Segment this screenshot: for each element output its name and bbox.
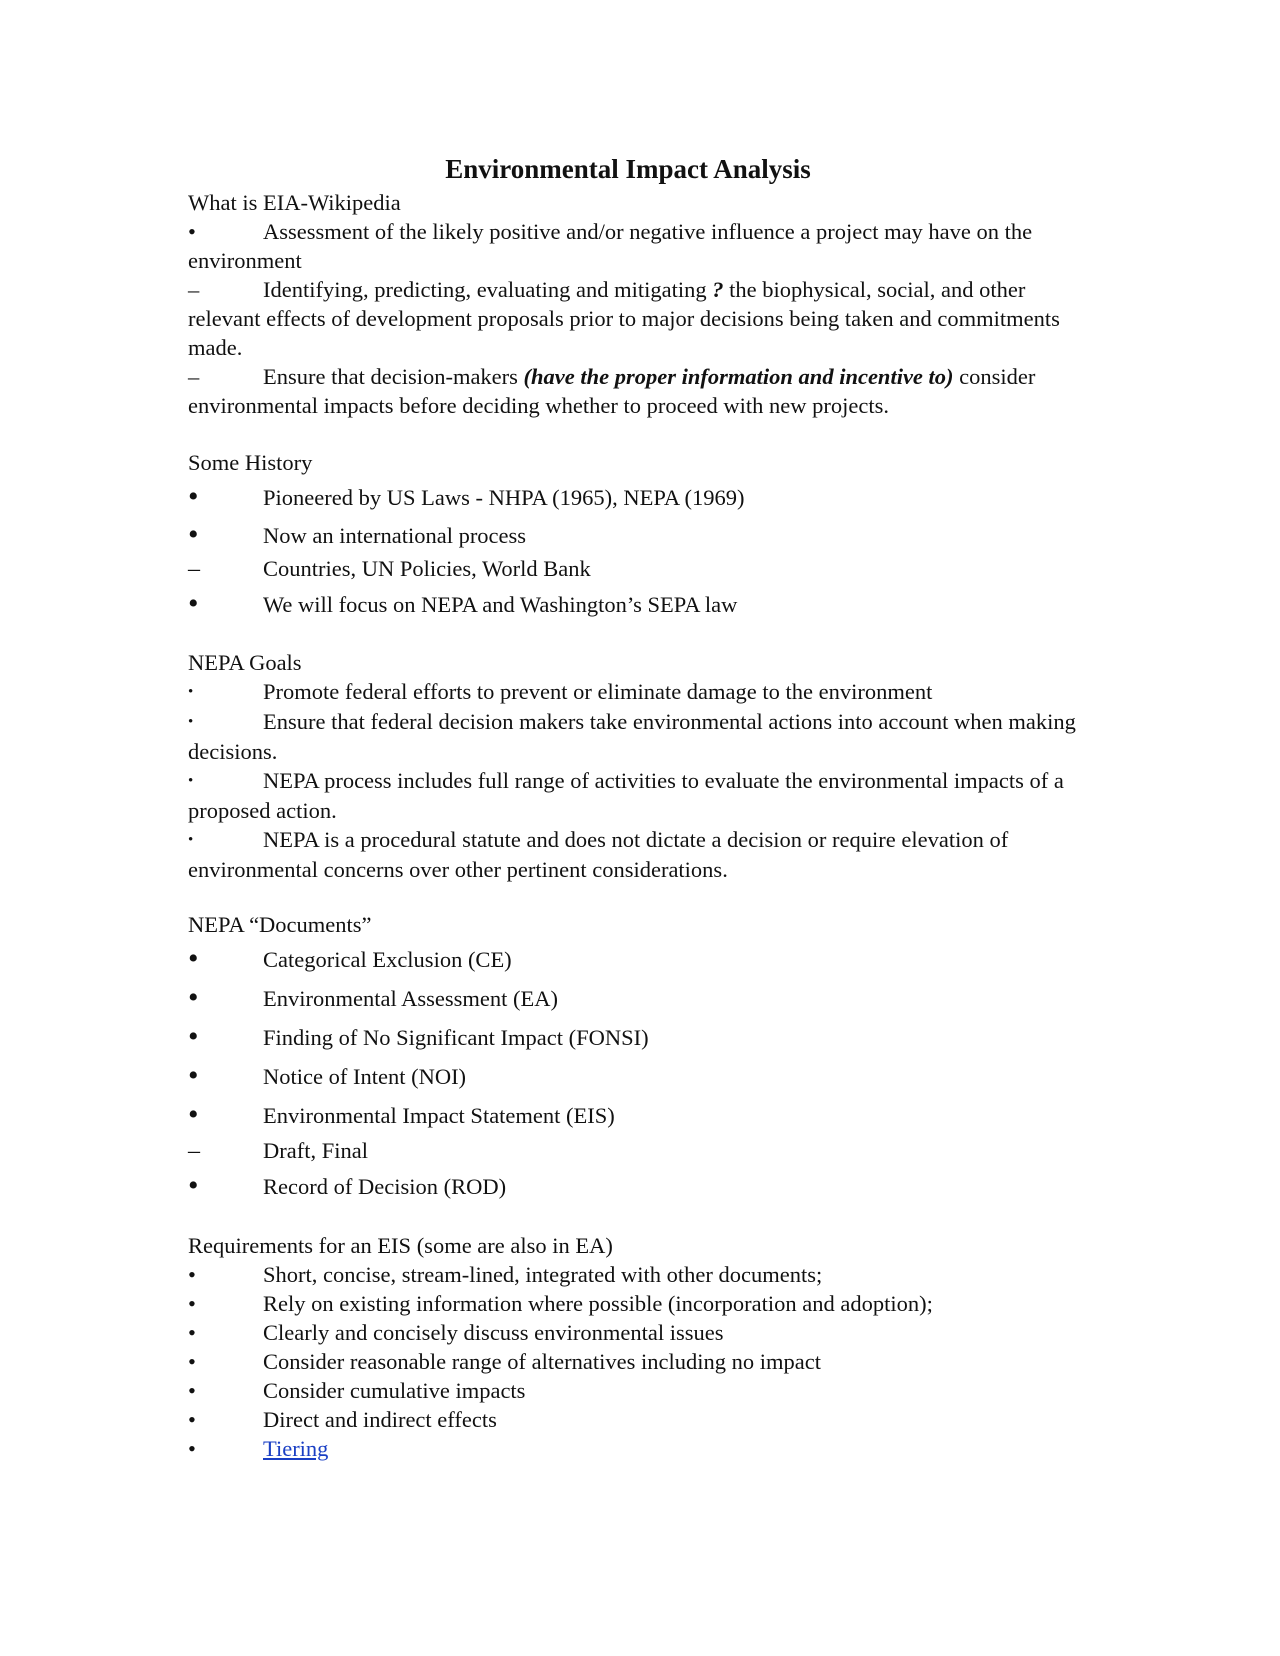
list-item: [188, 478, 1088, 517]
item-text: Ensure that federal decision makers take environmental actions into account when making decisions.: [188, 709, 1076, 764]
list-item: [188, 1405, 1088, 1434]
list-item: [188, 979, 1088, 1018]
list-item: [188, 517, 1088, 553]
bullet-marker: •: [188, 1407, 196, 1432]
item-text: Categorical Exclusion (CE): [263, 947, 512, 972]
bullet-marker: •: [188, 587, 199, 620]
item-text: Environmental Assessment (EA): [263, 986, 558, 1011]
list-item: [188, 940, 1088, 979]
bullet-marker: •: [188, 684, 194, 700]
item-text: Draft, Final: [263, 1138, 368, 1163]
item-text: the biophysical, social, and other relevant effects of development proposals prior to major decisions being taken and commitments made.: [188, 277, 1060, 360]
bullet-marker: •: [188, 1291, 196, 1316]
list-item: [188, 1260, 1088, 1289]
item-text: Direct and indirect effects: [263, 1407, 497, 1432]
bullet-marker: •: [188, 480, 199, 513]
dash-marker: –: [188, 277, 200, 302]
list-item: [188, 1347, 1088, 1376]
emphasis-text: (have the proper information and incentive to): [523, 364, 954, 389]
item-text: Countries, UN Policies, World Bank: [263, 556, 591, 581]
dash-marker: –: [188, 364, 200, 389]
list-item: [188, 1135, 1088, 1167]
item-text: Assessment of the likely positive and/or negative influence a project may have on the environment: [188, 219, 1033, 273]
item-text: Pioneered by US Laws - NHPA (1965), NEPA (1969): [263, 485, 745, 510]
item-text: Environmental Impact Statement (EIS): [263, 1103, 615, 1128]
emphasis-text: ?: [712, 277, 724, 302]
item-text: Consider cumulative impacts: [263, 1378, 526, 1403]
list-item: [188, 677, 1088, 707]
section-heading-history: Some History: [188, 450, 313, 475]
list-item: [188, 1376, 1088, 1405]
bullet-marker: •: [188, 942, 199, 975]
list-item: [188, 1289, 1088, 1318]
list-item: [188, 825, 1088, 884]
list-item: [188, 766, 1088, 825]
dash-marker: –: [188, 556, 200, 582]
item-text: Ensure that decision-makers: [263, 364, 524, 389]
bullet-marker: •: [188, 1262, 196, 1287]
item-text: We will focus on NEPA and Washington’s SEPA law: [263, 592, 738, 617]
section-history: [188, 448, 1088, 624]
bullet-marker: •: [188, 773, 194, 789]
section-heading-goals: NEPA Goals: [188, 650, 302, 675]
section-heading-eia: What is EIA-Wikipedia: [188, 190, 401, 215]
bullet-marker: •: [188, 1059, 199, 1092]
bullet-marker: •: [188, 832, 194, 848]
list-item: [188, 1096, 1088, 1135]
list-item: [188, 585, 1088, 624]
item-text: NEPA is a procedural statute and does not dictate a decision or require elevation of environmental concerns over other pertinent considerations.: [188, 827, 1009, 882]
bullet-marker: •: [188, 219, 196, 244]
list-item: [188, 1057, 1088, 1096]
bullet-marker: •: [188, 1169, 199, 1202]
item-text: Rely on existing information where possible (incorporation and adoption);: [263, 1291, 933, 1316]
item-text: Notice of Intent (NOI): [263, 1064, 467, 1089]
bullet-marker: •: [188, 981, 199, 1014]
item-text: Clearly and concisely discuss environmental issues: [263, 1320, 724, 1345]
item-text: Now an international process: [263, 523, 527, 548]
list-item: [188, 707, 1088, 766]
bullet-marker: •: [188, 1020, 199, 1053]
list-item: [188, 362, 1088, 420]
bullet-marker: •: [188, 518, 199, 551]
list-item: [188, 1018, 1088, 1057]
list-item: [188, 275, 1088, 362]
item-text: consider environmental impacts before deciding whether to proceed with new projects.: [188, 364, 1036, 418]
bullet-marker: •: [188, 1436, 196, 1461]
section-goals: [188, 648, 1088, 884]
item-text: Short, concise, stream-lined, integrated with other documents;: [263, 1262, 823, 1287]
bullet-marker: •: [188, 1378, 196, 1403]
tiering-link[interactable]: Tiering: [263, 1436, 329, 1461]
section-heading-requirements: Requirements for an EIS (some are also in EA): [188, 1233, 613, 1258]
item-text: Consider reasonable range of alternatives including no impact: [263, 1349, 821, 1374]
dash-marker: –: [188, 1138, 200, 1164]
list-item: [188, 1434, 1088, 1463]
section-eia: [188, 188, 1088, 420]
section-heading-documents: NEPA “Documents”: [188, 912, 372, 937]
document-page: [188, 150, 1088, 1463]
bullet-marker: •: [188, 1098, 199, 1131]
list-item: [188, 1318, 1088, 1347]
section-documents: [188, 910, 1088, 1206]
document-title: Environmental Impact Analysis: [445, 154, 811, 184]
item-text: Finding of No Significant Impact (FONSI): [263, 1025, 649, 1050]
bullet-marker: •: [188, 714, 194, 730]
item-text: NEPA process includes full range of activities to evaluate the environmental impacts of a proposed action.: [188, 768, 1064, 823]
section-requirements: [188, 1231, 1088, 1463]
list-item: [188, 217, 1088, 275]
bullet-marker: •: [188, 1320, 196, 1345]
list-item: [188, 553, 1088, 585]
item-text: Identifying, predicting, evaluating and mitigating: [263, 277, 713, 302]
item-text: Promote federal efforts to prevent or eliminate damage to the environment: [263, 679, 933, 704]
list-item: [188, 1167, 1088, 1206]
bullet-marker: •: [188, 1349, 196, 1374]
item-text: Record of Decision (ROD): [263, 1174, 507, 1199]
